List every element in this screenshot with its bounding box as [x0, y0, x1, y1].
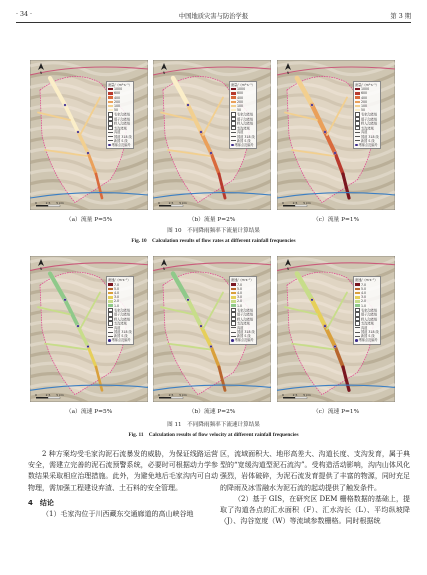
legend-symbol-label: 国道 318 线 [114, 330, 132, 335]
scale-tick-label: 2.5 [292, 393, 298, 397]
legend-symbol-label: 德子沟流域 [114, 312, 130, 317]
legend-value: 600 [237, 91, 244, 96]
legend-value: 2.0 [361, 299, 367, 304]
north-label: N [39, 267, 43, 271]
legend-symbol [231, 339, 234, 342]
legend-symbol-label: 野人沟流域 [114, 121, 130, 126]
legend-swatch [355, 101, 360, 104]
legend-swatch [355, 292, 360, 295]
figure-11-sublabels [30, 406, 395, 416]
blockage-point [64, 299, 67, 302]
legend-symbol-row [355, 338, 379, 342]
legend-symbol-row [231, 338, 255, 342]
figure-11 [30, 256, 395, 415]
legend-swatch [355, 92, 360, 95]
legend-value: 4.0 [361, 291, 367, 296]
blockage-point [324, 325, 327, 328]
legend-symbol [231, 132, 236, 133]
legend-symbol [108, 136, 113, 137]
blockage-point [311, 104, 314, 107]
scale-bar-white [295, 397, 307, 399]
body-paragraph: 区，流域面积大、地形高差大、沟道长度、支沟发育，属于典型的“宽缓沟道型泥石流沟”。受构造活动影响，沟内山体风化强烈，岩体破碎，为泥石流发育提供了丰富的物源，同时充足的降雨及冰雪融水为泥石流的起动提供了触发条件。 [220, 450, 410, 492]
legend-title: 流速/（m·s⁻¹） [355, 278, 378, 283]
map-panel [277, 256, 395, 402]
legend-symbol-label: 德子沟流域 [361, 312, 377, 317]
blockage-point [187, 104, 190, 107]
legend-symbol-row [108, 143, 132, 147]
legend-symbol [231, 140, 236, 141]
blockage-point [64, 104, 67, 107]
figure-11-caption-en: Fig. 11 Calculation results of flow velocity at different rainfall frequencies [128, 432, 299, 438]
legend-symbol-label: 沟道 [237, 325, 244, 330]
legend-swatch [108, 288, 113, 291]
legend-symbol-label: 堵塞点及编号 [111, 143, 131, 148]
blockage-point [324, 131, 327, 134]
map-legend [106, 81, 134, 149]
scale-tick-label: 5 km [56, 393, 64, 397]
scale-tick-label: 2.5 [45, 201, 51, 205]
legend-symbol-label: 野人沟流域 [361, 317, 377, 322]
legend-value: 400 [361, 95, 368, 100]
legend-swatch [231, 304, 236, 307]
scale-tick-label: 2.5 [168, 201, 174, 205]
journal-title: 中国地质灾害与防治学报 [178, 13, 249, 20]
legend-swatch [355, 304, 360, 307]
legend-title: 流速/（m·s⁻¹） [231, 278, 254, 283]
blockage-point [77, 325, 80, 328]
legend-symbol-label: 国道 318 线 [237, 330, 255, 335]
blockage-point [210, 152, 213, 155]
blockage-point [334, 152, 337, 155]
legend-swatch [355, 283, 360, 286]
legend-value: 1.0 [361, 303, 367, 308]
legend-symbol [231, 336, 236, 337]
map-panel [30, 256, 148, 402]
blockage-point [200, 131, 203, 134]
legend-value: 3.0 [237, 295, 243, 300]
legend-swatch [355, 300, 360, 303]
figure-11-sublabel-b: （b）流速 P=2% [188, 409, 236, 415]
legend-symbol-label: 支沟流域 [114, 126, 127, 131]
legend-swatch [231, 96, 236, 99]
legend-swatch [108, 296, 113, 299]
legend-symbol-label: 毛家沟流域 [237, 308, 253, 313]
figure-10-caption-en: Fig. 10 Calculation results of flow rates at different rainfall frequencies [131, 238, 296, 244]
legend-swatch [108, 105, 113, 108]
legend-swatch [108, 92, 113, 95]
legend-swatch [108, 283, 113, 286]
north-label: N [162, 71, 166, 75]
legend-title: 流量/（m³·s⁻¹） [108, 83, 132, 87]
scale-tick-label: 0 [158, 393, 160, 397]
legend-symbol [355, 339, 358, 342]
figure-11-sublabel-a: （a）流速 P=5% [65, 409, 113, 415]
legend-symbol-label: 支沟流域 [237, 321, 250, 326]
legend-symbol-label: 新国 S 线 [114, 334, 128, 339]
blockage-point [77, 131, 80, 134]
figure-11-sublabel-c: （c）流速 P=1% [312, 409, 360, 415]
figure-10-sublabel-a: （a）流量 P=5% [65, 217, 113, 223]
legend-symbol-label: 野人沟流域 [237, 121, 253, 126]
legend-symbol [231, 136, 236, 137]
legend-symbol-label: 野人沟流域 [114, 317, 130, 322]
scale-tick-label: 5 km [303, 201, 311, 205]
legend-symbol-label: 国道 318 线 [361, 134, 379, 139]
blockage-point [210, 345, 213, 348]
legend-symbol-label: 支沟流域 [361, 126, 374, 131]
scale-bar-white [48, 397, 60, 399]
map-legend [106, 276, 134, 344]
map-panel [153, 256, 271, 402]
legend-symbol-label: 支沟流域 [361, 321, 374, 326]
legend-swatch [355, 288, 360, 291]
legend-value: 100 [114, 104, 121, 109]
legend-swatch [231, 283, 236, 286]
legend-value: 1000 [114, 87, 123, 92]
blockage-point [311, 299, 314, 302]
scale-tick-label: 0 [35, 393, 37, 397]
legend-value: 1.0 [114, 303, 120, 308]
legend-symbol-label: 支沟流域 [237, 126, 250, 131]
scale-tick-label: 5 km [303, 393, 311, 397]
scale-tick-label: 5 km [179, 201, 187, 205]
scale-bar-white [171, 397, 183, 399]
legend-symbol-label: 支沟流域 [114, 321, 127, 326]
legend-swatch [231, 105, 236, 108]
legend-symbol [108, 327, 113, 328]
scale-tick-label: 2.5 [168, 393, 174, 397]
legend-symbol-label: 新国 S 线 [361, 334, 375, 339]
legend-value: 5.0 [237, 286, 243, 291]
page-number: · 34 · [16, 11, 33, 18]
scale-bar-black [36, 205, 48, 207]
scale-tick-label: 5 km [179, 393, 187, 397]
legend-symbol [355, 140, 360, 141]
legend-symbol-label: 毛家沟流域 [114, 112, 130, 117]
legend-symbol-label: 堵塞点及编号 [234, 338, 254, 343]
legend-symbol [108, 140, 113, 141]
legend-symbol-label: 新国 S 线 [237, 334, 251, 339]
legend-swatch [231, 296, 236, 299]
scale-tick-label: 2.5 [45, 393, 51, 397]
legend-symbol [355, 144, 358, 147]
legend-swatch [108, 304, 113, 307]
legend-symbol-label: 堵塞点及编号 [358, 338, 378, 343]
scale-bar-white [295, 205, 307, 207]
legend-symbol-label: 野人沟流域 [237, 317, 253, 322]
legend-swatch [108, 292, 113, 295]
scale-tick-label: 0 [282, 393, 284, 397]
legend-swatch [108, 109, 113, 112]
legend-symbol-label: 毛家沟流域 [237, 112, 253, 117]
legend-swatch [355, 109, 360, 112]
map-legend [229, 81, 257, 149]
legend-value: 400 [237, 95, 244, 100]
legend-symbol [355, 136, 360, 137]
figure-10-sublabels [30, 214, 395, 224]
legend-symbol-label: 国道 318 线 [361, 330, 379, 335]
legend-value: 7.0 [361, 282, 367, 287]
legend-symbol-label: 沟道 [361, 325, 368, 330]
legend-symbol [108, 132, 113, 133]
body-paragraph: 2 种方案均受毛家沟泥石流暴发的威胁，为保证线路运营安全，需建立完善的泥石流预警系统，必要时可根据动力学参数结果采取相应治理措施。此外，为避免地后毛家沟内可自动物理，需加强工程建设弃渣、土石料的安全管理。 [28, 450, 218, 492]
legend-symbol [231, 144, 234, 147]
legend-symbol [108, 332, 113, 333]
legend-swatch [108, 101, 113, 104]
running-header [16, 8, 411, 23]
scale-bar-black [159, 397, 171, 399]
legend-title: 流量/（m³·s⁻¹） [231, 83, 255, 87]
legend-value: 4.0 [237, 291, 243, 296]
legend-symbol-label: 德子沟流域 [114, 117, 130, 122]
figure-10-sublabel-b: （b）流量 P=2% [188, 217, 236, 223]
legend-symbol-row [231, 143, 255, 147]
legend-value: 1000 [237, 87, 246, 92]
map-legend [353, 276, 381, 344]
legend-title: 流量/（m³·s⁻¹） [355, 83, 379, 87]
legend-symbol [355, 327, 360, 328]
scale-bar-black [283, 397, 295, 399]
legend-value: 100 [237, 104, 244, 109]
legend-value: 50 [114, 108, 119, 113]
legend-value: 2.0 [114, 299, 120, 304]
scale-tick-label: 0 [35, 201, 37, 205]
issue-number: 第 3 期 [390, 13, 411, 20]
north-label: N [286, 267, 290, 271]
legend-swatch [108, 88, 113, 91]
legend-symbol-label: 国道 318 线 [114, 134, 132, 139]
legend-value: 600 [361, 91, 368, 96]
legend-swatch [231, 88, 236, 91]
legend-value: 5.0 [114, 286, 120, 291]
legend-value: 7.0 [237, 282, 243, 287]
legend-swatch [355, 296, 360, 299]
legend-symbol [231, 327, 236, 328]
legend-value: 600 [114, 91, 121, 96]
figure-10-panels [30, 60, 395, 205]
figure-10-sublabel-c: （c）流量 P=1% [312, 217, 360, 223]
legend-value: 50 [361, 108, 366, 113]
legend-value: 200 [361, 99, 368, 104]
scale-tick-label: 0 [282, 201, 284, 205]
legend-value: 200 [114, 99, 121, 104]
body-right-column [220, 449, 410, 527]
legend-swatch [355, 105, 360, 108]
legend-swatch [231, 92, 236, 95]
north-label: N [39, 71, 43, 75]
legend-swatch [355, 88, 360, 91]
legend-symbol [108, 336, 113, 337]
body-paragraph: （2）基于 GIS，在研究区 DEM 栅格数据的基础上，提取了沟道各点的汇水面积（F）、汇水沟长（L）、平均纵坡降（J）、沟谷宽度（W）等流域参数栅格。同时根据统 [220, 494, 410, 526]
legend-symbol-label: 德子沟流域 [361, 117, 377, 122]
legend-symbol-label: 沟道 [114, 325, 121, 330]
map-panel [277, 60, 395, 210]
legend-symbol-label: 堵塞点及编号 [111, 338, 131, 343]
legend-symbol-label: 沟道 [237, 130, 244, 135]
body-paragraph: （1）毛家沟位于川西藏东交通廊道的高山峡谷地 [42, 510, 194, 519]
legend-symbol [355, 132, 360, 133]
body-left-column [28, 449, 218, 520]
north-label: N [162, 267, 166, 271]
legend-title: 流速/（m·s⁻¹） [108, 278, 131, 283]
legend-swatch [231, 288, 236, 291]
blockage-point [87, 345, 90, 348]
legend-symbol-label: 新国 S 线 [114, 138, 128, 143]
legend-symbol-label: 毛家沟流域 [361, 112, 377, 117]
legend-value: 3.0 [114, 295, 120, 300]
legend-symbol-label: 堵塞点及编号 [234, 143, 254, 148]
legend-value: 2.0 [237, 299, 243, 304]
legend-swatch [108, 96, 113, 99]
legend-swatch [231, 101, 236, 104]
legend-value: 4.0 [114, 291, 120, 296]
legend-value: 1000 [361, 87, 370, 92]
legend-swatch [231, 292, 236, 295]
legend-value: 1.0 [237, 303, 243, 308]
legend-symbol [108, 339, 111, 342]
scale-bar-white [48, 205, 60, 207]
legend-value: 100 [361, 104, 368, 109]
legend-symbol [355, 332, 360, 333]
figure-11-caption-cn: 图 11 不同降雨频率下流速计算结果 [167, 422, 260, 428]
legend-symbol-label: 新国 S 线 [361, 138, 375, 143]
scale-tick-label: 0 [158, 201, 160, 205]
legend-swatch [231, 109, 236, 112]
blockage-point [187, 299, 190, 302]
map-panel [30, 60, 148, 210]
scale-bar-black [283, 205, 295, 207]
legend-symbol-label: 德子沟流域 [237, 312, 253, 317]
blockage-point [334, 345, 337, 348]
scale-tick-label: 2.5 [292, 201, 298, 205]
map-panel [153, 60, 271, 210]
legend-value: 200 [237, 99, 244, 104]
legend-symbol [231, 332, 236, 333]
map-legend [353, 81, 381, 149]
legend-swatch [231, 300, 236, 303]
legend-value: 3.0 [361, 295, 367, 300]
legend-symbol-label: 德子沟流域 [237, 117, 253, 122]
scale-bar-white [171, 205, 183, 207]
map-legend [229, 276, 257, 344]
legend-symbol-label: 沟道 [361, 130, 368, 135]
legend-symbol-label: 沟道 [114, 130, 121, 135]
legend-symbol-label: 毛家沟流域 [114, 308, 130, 313]
legend-swatch [108, 300, 113, 303]
legend-symbol-row [355, 143, 379, 147]
blockage-point [200, 325, 203, 328]
scale-bar-black [159, 205, 171, 207]
scale-tick-label: 5 km [56, 201, 64, 205]
legend-symbol [108, 144, 111, 147]
legend-symbol-label: 野人沟流域 [361, 121, 377, 126]
legend-symbol-label: 新国 S 线 [237, 138, 251, 143]
section-heading: 4 结论 [28, 498, 54, 507]
figure-11-panels [30, 256, 395, 397]
legend-symbol-label: 堵塞点及编号 [358, 143, 378, 148]
blockage-point [87, 152, 90, 155]
legend-symbol-row [108, 338, 132, 342]
north-label: N [286, 71, 290, 75]
legend-value: 50 [237, 108, 242, 113]
figure-10-caption-cn: 图 10 不同降雨频率下流量计算结果 [167, 228, 260, 234]
scale-bar-black [36, 397, 48, 399]
legend-symbol-label: 毛家沟流域 [361, 308, 377, 313]
legend-value: 7.0 [114, 282, 120, 287]
legend-symbol-label: 国道 318 线 [237, 134, 255, 139]
legend-symbol [355, 336, 360, 337]
legend-value: 400 [114, 95, 121, 100]
figure-10 [30, 60, 395, 223]
legend-value: 5.0 [361, 286, 367, 291]
legend-swatch [355, 96, 360, 99]
